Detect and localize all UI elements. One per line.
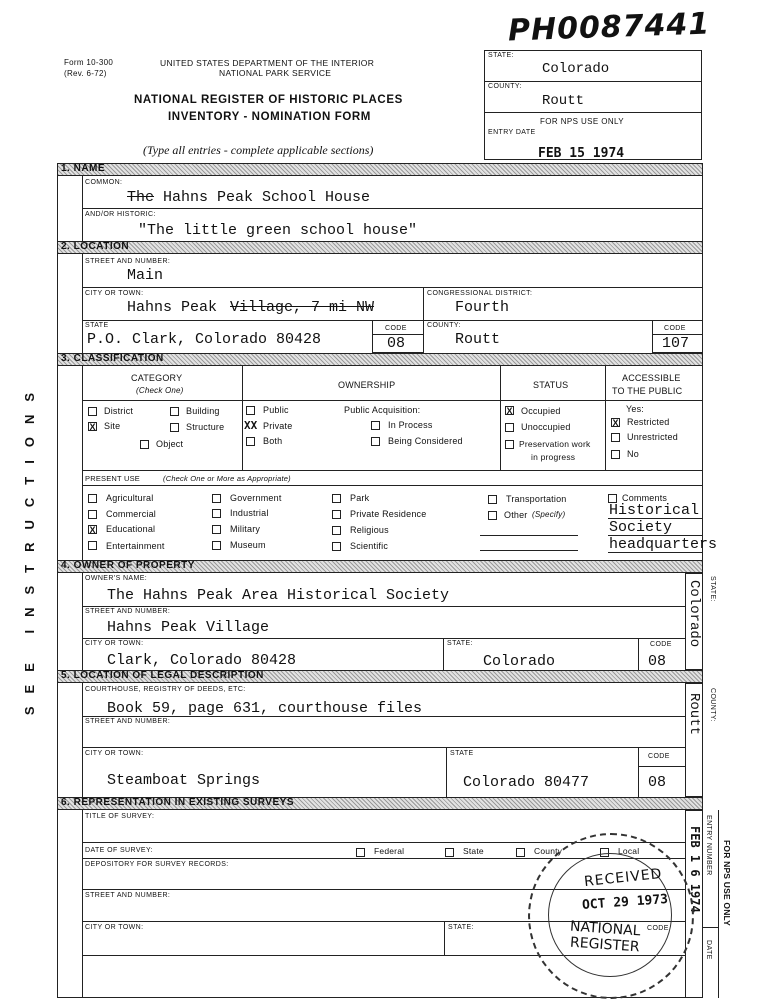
legal-state: Colorado 80477 <box>463 774 590 791</box>
top-county-value: Routt <box>542 93 585 109</box>
district-option: District <box>104 406 134 416</box>
form-title: NATIONAL REGISTER OF HISTORIC PLACES <box>134 94 403 106</box>
entertainment-option: Entertainment <box>106 541 165 551</box>
owner-city-label: CITY OR TOWN: <box>85 640 144 647</box>
form-number: Form 10-300 <box>64 58 114 67</box>
transportation-checkbox[interactable] <box>488 495 497 504</box>
building-option: Building <box>186 406 220 416</box>
status-header: STATUS <box>533 380 569 390</box>
no-option: No <box>627 449 639 459</box>
top-entry-date-stamp: FEB 15 1974 <box>538 146 625 161</box>
category-header: CATEGORY <box>131 373 183 383</box>
city-value: Hahns Peak <box>127 299 218 316</box>
both-checkbox[interactable] <box>246 437 255 446</box>
legal-code-label: CODE <box>648 753 670 760</box>
yes-label: Yes: <box>626 404 644 414</box>
unoccupied-option: Unoccupied <box>521 422 571 432</box>
side-county-label: COUNTY: <box>709 688 716 722</box>
accessible-header: ACCESSIBLE <box>622 373 681 383</box>
agency-department: UNITED STATES DEPARTMENT OF THE INTERIOR <box>160 58 375 68</box>
military-checkbox[interactable] <box>212 525 221 534</box>
object-checkbox[interactable] <box>140 440 149 449</box>
owner-label: OWNER'S NAME: <box>85 575 148 582</box>
survey-city-label: CITY OR TOWN: <box>85 924 144 931</box>
legal-city-label: CITY OR TOWN: <box>85 750 144 757</box>
commercial-checkbox[interactable] <box>88 510 97 519</box>
other-option: Other <box>504 510 528 520</box>
owner-state: Colorado <box>483 653 556 670</box>
owner-code-label: CODE <box>650 641 672 648</box>
handwritten-document-id: PH0087441 <box>507 6 711 49</box>
agricultural-option: Agricultural <box>106 493 154 503</box>
object-option: Object <box>156 439 184 449</box>
building-checkbox[interactable] <box>170 407 179 416</box>
side-date-label: DATE <box>705 940 712 960</box>
unoccupied-checkbox[interactable] <box>505 423 514 432</box>
form-subtitle: INVENTORY - NOMINATION FORM <box>168 111 371 123</box>
top-entry-date-label: ENTRY DATE <box>488 129 536 136</box>
transportation-option: Transportation <box>506 494 567 504</box>
form-instructions: (Type all entries - complete applicable sections) <box>143 143 374 157</box>
restricted-option: Restricted <box>627 417 670 427</box>
in-process-option: In Process <box>388 420 433 430</box>
public-acquisition-label: Public Acquisition: <box>344 405 421 415</box>
preservation-checkbox[interactable] <box>505 440 514 449</box>
educational-checkbox[interactable]: X <box>89 525 96 535</box>
occupied-checkbox[interactable]: X <box>506 406 513 416</box>
park-option: Park <box>350 493 370 503</box>
top-county-label: COUNTY: <box>488 83 522 90</box>
industrial-checkbox[interactable] <box>212 509 221 518</box>
park-checkbox[interactable] <box>332 494 341 503</box>
side-nps-use: FOR NPS USE ONLY <box>722 840 732 927</box>
city-label: CITY OR TOWN: <box>85 290 144 297</box>
district-value: Fourth <box>455 299 510 316</box>
educational-option: Educational <box>106 524 156 534</box>
owner-city: Clark, Colorado 80428 <box>107 652 297 669</box>
unrestricted-checkbox[interactable] <box>611 433 620 442</box>
street-value: Main <box>127 267 164 284</box>
local-survey-option: Local <box>618 846 640 856</box>
both-option: Both <box>263 436 283 446</box>
common-label: COMMON: <box>85 179 123 186</box>
preservation-option-2: in progress <box>531 452 576 462</box>
stamp-received: RECEIVED <box>583 865 664 891</box>
private-option: Private <box>263 421 293 431</box>
federal-checkbox[interactable] <box>356 848 365 857</box>
stamp-date: OCT 29 1973 <box>581 892 669 913</box>
scientific-option: Scientific <box>350 541 389 551</box>
ownership-header: OWNERSHIP <box>338 380 396 390</box>
state-value: P.O. Clark, Colorado 80428 <box>87 331 322 348</box>
side-instructions: SEE INSTRUCTIONS <box>22 380 37 716</box>
form-revision: (Rev. 6-72) <box>64 69 107 78</box>
scientific-checkbox[interactable] <box>332 542 341 551</box>
agricultural-checkbox[interactable] <box>88 494 97 503</box>
owner-name: The Hahns Peak Area Historical Society <box>107 587 450 604</box>
entertainment-checkbox[interactable] <box>88 541 97 550</box>
district-label: CONGRESSIONAL DISTRICT: <box>427 290 533 297</box>
survey-code-label: CODE <box>647 925 669 932</box>
commercial-option: Commercial <box>106 509 157 519</box>
historic-label: AND/OR HISTORIC: <box>85 211 156 218</box>
owner-code: 08 <box>648 653 667 670</box>
other-comment-line-2: Society <box>609 519 673 536</box>
museum-option: Museum <box>230 540 266 550</box>
preservation-option: Preservation work <box>519 439 591 449</box>
agency-service: NATIONAL PARK SERVICE <box>219 68 332 78</box>
restricted-checkbox[interactable]: X <box>612 418 619 428</box>
street-label: STREET AND NUMBER: <box>85 258 171 265</box>
accessible-header-2: TO THE PUBLIC <box>612 386 683 396</box>
section-3-band: 3. CLASSIFICATION <box>57 353 703 366</box>
county-survey-option: County <box>534 846 563 856</box>
code2-value: 107 <box>662 335 690 352</box>
state-survey-option: State <box>463 846 484 856</box>
legal-city: Steamboat Springs <box>107 772 261 789</box>
code-value: 08 <box>387 335 406 352</box>
side-state-value: Colorado <box>686 580 702 648</box>
survey-state-label: STATE: <box>448 924 474 931</box>
depository-label: DEPOSITORY FOR SURVEY RECORDS: <box>85 861 229 868</box>
being-considered-option: Being Considered <box>388 436 463 446</box>
present-use-subheader: (Check One or More as Appropriate) <box>163 474 291 483</box>
private-check-mark: XX <box>244 419 258 432</box>
category-subheader: (Check One) <box>136 386 184 395</box>
section-1-band: 1. NAME <box>57 163 703 176</box>
courthouse-label: COURTHOUSE, REGISTRY OF DEEDS, ETC: <box>85 686 246 693</box>
stamp-national: NATIONAL <box>569 918 641 940</box>
military-option: Military <box>230 524 261 534</box>
survey-date-label: DATE OF SURVEY: <box>85 847 153 854</box>
present-use-label: PRESENT USE <box>85 474 140 483</box>
owner-street: Hahns Peak Village <box>107 619 270 636</box>
district-checkbox[interactable] <box>88 407 97 416</box>
section-5-band: 5. LOCATION OF LEGAL DESCRIPTION <box>57 670 703 683</box>
code2-label: CODE <box>664 325 686 332</box>
other-comment-line-3: headquarters <box>609 536 718 553</box>
being-considered-checkbox[interactable] <box>371 437 380 446</box>
historic-name: "The little green school house" <box>138 222 418 239</box>
section-6-band: 6. REPRESENTATION IN EXISTING SURVEYS <box>57 797 703 810</box>
structure-checkbox[interactable] <box>170 423 179 432</box>
in-process-checkbox[interactable] <box>371 421 380 430</box>
survey-street-label: STREET AND NUMBER: <box>85 892 171 899</box>
county-value: Routt <box>455 331 501 348</box>
government-checkbox[interactable] <box>212 494 221 503</box>
top-state-value: Colorado <box>542 61 610 77</box>
common-name: Hahns Peak School House <box>163 189 371 206</box>
comments-option: Comments <box>622 493 668 503</box>
section-2-band: 2. LOCATION <box>57 241 703 254</box>
site-option: Site <box>104 421 121 431</box>
occupied-option: Occupied <box>521 406 561 416</box>
owner-street-label: STREET AND NUMBER: <box>85 608 171 615</box>
religious-option: Religious <box>350 525 389 535</box>
government-option: Government <box>230 493 282 503</box>
unrestricted-option: Unrestricted <box>627 432 678 442</box>
top-nps-use: FOR NPS USE ONLY <box>540 117 625 126</box>
top-state-label: STATE: <box>488 52 514 59</box>
other-checkbox[interactable] <box>488 511 497 520</box>
museum-checkbox[interactable] <box>212 541 221 550</box>
side-county-value: Routt <box>686 693 702 736</box>
legal-state-label: STATE <box>450 750 474 757</box>
religious-checkbox[interactable] <box>332 526 341 535</box>
common-struck-word: The <box>127 189 155 206</box>
owner-state-label: STATE: <box>447 640 473 647</box>
other-specify: (Specify) <box>532 510 566 519</box>
side-entry-number: ENTRY NUMBER <box>705 815 712 876</box>
public-option: Public <box>263 405 289 415</box>
code-label: CODE <box>385 325 407 332</box>
private-residence-checkbox[interactable] <box>332 510 341 519</box>
survey-title-label: TITLE OF SURVEY: <box>85 813 155 820</box>
private-residence-option: Private Residence <box>350 509 427 519</box>
side-state-label: STATE: <box>709 576 716 602</box>
courthouse-value: Book 59, page 631, courthouse files <box>107 700 423 717</box>
state-survey-checkbox[interactable] <box>445 848 454 857</box>
county-label: COUNTY: <box>427 322 461 329</box>
side-entry-stamp: FEB 1 6 1974 <box>688 826 702 913</box>
legal-code: 08 <box>648 774 667 791</box>
other-comment-line-1: Historical <box>609 502 700 519</box>
city-struck: Village, 7 mi NW <box>230 299 375 316</box>
stamp-register: REGISTER <box>569 934 641 956</box>
county-survey-checkbox[interactable] <box>516 848 525 857</box>
site-checkbox[interactable]: X <box>89 422 96 432</box>
public-checkbox[interactable] <box>246 406 255 415</box>
section-4-band: 4. OWNER OF PROPERTY <box>57 560 703 573</box>
industrial-option: Industrial <box>230 508 269 518</box>
legal-street-label: STREET AND NUMBER: <box>85 718 171 725</box>
federal-option: Federal <box>374 846 405 856</box>
structure-option: Structure <box>186 422 225 432</box>
state-label: STATE <box>85 322 109 329</box>
no-checkbox[interactable] <box>611 450 620 459</box>
